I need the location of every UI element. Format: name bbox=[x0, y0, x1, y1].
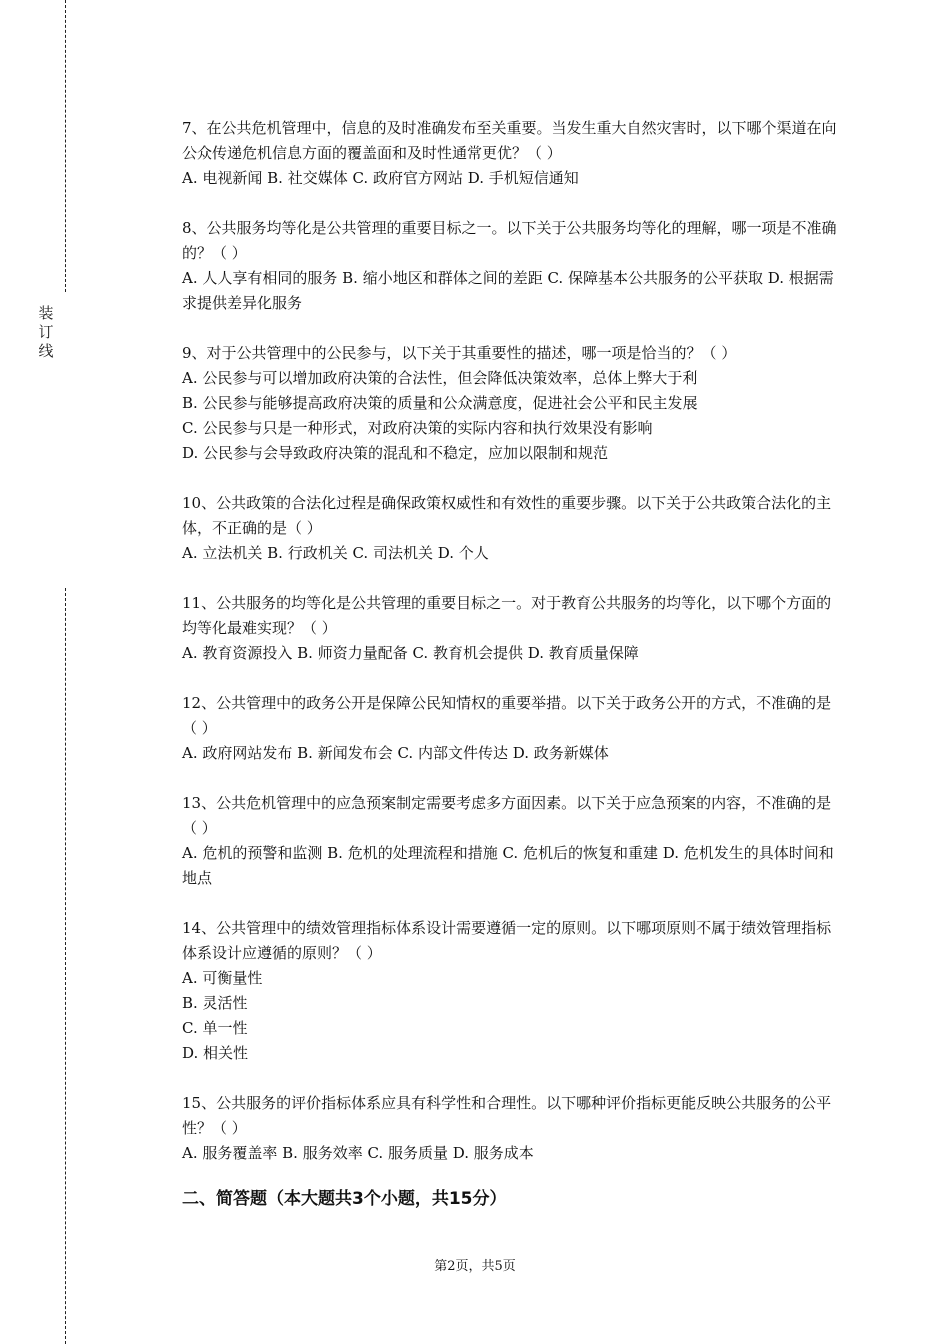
question-stem: 12、公共管理中的政务公开是保障公民知情权的重要举措。以下关于政务公开的方式，不准确的是（ ） bbox=[182, 694, 832, 737]
question-14 bbox=[182, 916, 842, 1066]
binding-line-bottom bbox=[65, 588, 66, 1344]
binding-line-top bbox=[65, 0, 66, 292]
question-options: A. 电视新闻 B. 社交媒体 C. 政府官方网站 D. 手机短信通知 bbox=[182, 169, 579, 187]
question-option-b: B. 公民参与能够提高政府决策的质量和公众满意度，促进社会公平和民主发展 bbox=[182, 394, 698, 412]
question-options: A. 人人享有相同的服务 B. 缩小地区和群体之间的差距 C. 保障基本公共服务的公平获取 D. 根据需求提供差异化服务 bbox=[182, 269, 834, 312]
question-11 bbox=[182, 591, 842, 666]
question-options: A. 服务覆盖率 B. 服务效率 C. 服务质量 D. 服务成本 bbox=[182, 1144, 534, 1162]
question-stem: 7、在公共危机管理中，信息的及时准确发布至关重要。当发生重大自然灾害时，以下哪个渠道在向公众传递危机信息方面的覆盖面和及时性通常更优？（ ） bbox=[182, 119, 837, 162]
question-options: A. 立法机关 B. 行政机关 C. 司法机关 D. 个人 bbox=[182, 544, 489, 562]
question-list bbox=[182, 116, 842, 1191]
question-option-d: D. 公民参与会导致政府决策的混乱和不稳定，应加以限制和规范 bbox=[182, 444, 609, 462]
binding-label: 装订线 bbox=[38, 304, 54, 360]
question-option-c: C. 单一性 bbox=[182, 1019, 248, 1037]
question-stem: 11、公共服务的均等化是公共管理的重要目标之一。对于教育公共服务的均等化，以下哪个方面的均等化最难实现？（ ） bbox=[182, 594, 832, 637]
question-option-d: D. 相关性 bbox=[182, 1044, 249, 1062]
question-9 bbox=[182, 341, 842, 466]
question-stem: 14、公共管理中的绩效管理指标体系设计需要遵循一定的原则。以下哪项原则不属于绩效管理指标体系设计应遵循的原则？（ ） bbox=[182, 919, 832, 962]
question-stem: 10、公共政策的合法化过程是确保政策权威性和有效性的重要步骤。以下关于公共政策合法化的主体，不正确的是（ ） bbox=[182, 494, 832, 537]
question-15 bbox=[182, 1091, 842, 1166]
question-10 bbox=[182, 491, 842, 566]
question-stem: 15、公共服务的评价指标体系应具有科学性和合理性。以下哪种评价指标更能反映公共服务的公平性？（ ） bbox=[182, 1094, 832, 1137]
question-option-a: A. 可衡量性 bbox=[182, 969, 263, 987]
question-stem: 8、公共服务均等化是公共管理的重要目标之一。以下关于公共服务均等化的理解，哪一项是不准确的？（ ） bbox=[182, 219, 837, 262]
page-footer: 第2页，共5页 bbox=[434, 1259, 516, 1274]
question-option-a: A. 公民参与可以增加政府决策的合法性，但会降低决策效率，总体上弊大于利 bbox=[182, 369, 698, 387]
question-12 bbox=[182, 691, 842, 766]
question-option-b: B. 灵活性 bbox=[182, 994, 248, 1012]
question-8 bbox=[182, 216, 842, 316]
question-13 bbox=[182, 791, 842, 891]
question-option-c: C. 公民参与只是一种形式，对政府决策的实际内容和执行效果没有影响 bbox=[182, 419, 653, 437]
question-stem: 9、对于公共管理中的公民参与，以下关于其重要性的描述，哪一项是恰当的？（ ） bbox=[182, 344, 737, 362]
question-options: A. 政府网站发布 B. 新闻发布会 C. 内部文件传达 D. 政务新媒体 bbox=[182, 744, 609, 762]
question-7 bbox=[182, 116, 842, 191]
question-options: A. 教育资源投入 B. 师资力量配备 C. 教育机会提供 D. 教育质量保障 bbox=[182, 644, 639, 662]
question-stem: 13、公共危机管理中的应急预案制定需要考虑多方面因素。以下关于应急预案的内容，不准确的是（ ） bbox=[182, 794, 832, 837]
question-options: A. 危机的预警和监测 B. 危机的处理流程和措施 C. 危机后的恢复和重建 D. 危机发生的具体时间和地点 bbox=[182, 844, 834, 887]
section-title: 二、简答题（本大题共3个小题，共15分） bbox=[182, 1189, 507, 1209]
